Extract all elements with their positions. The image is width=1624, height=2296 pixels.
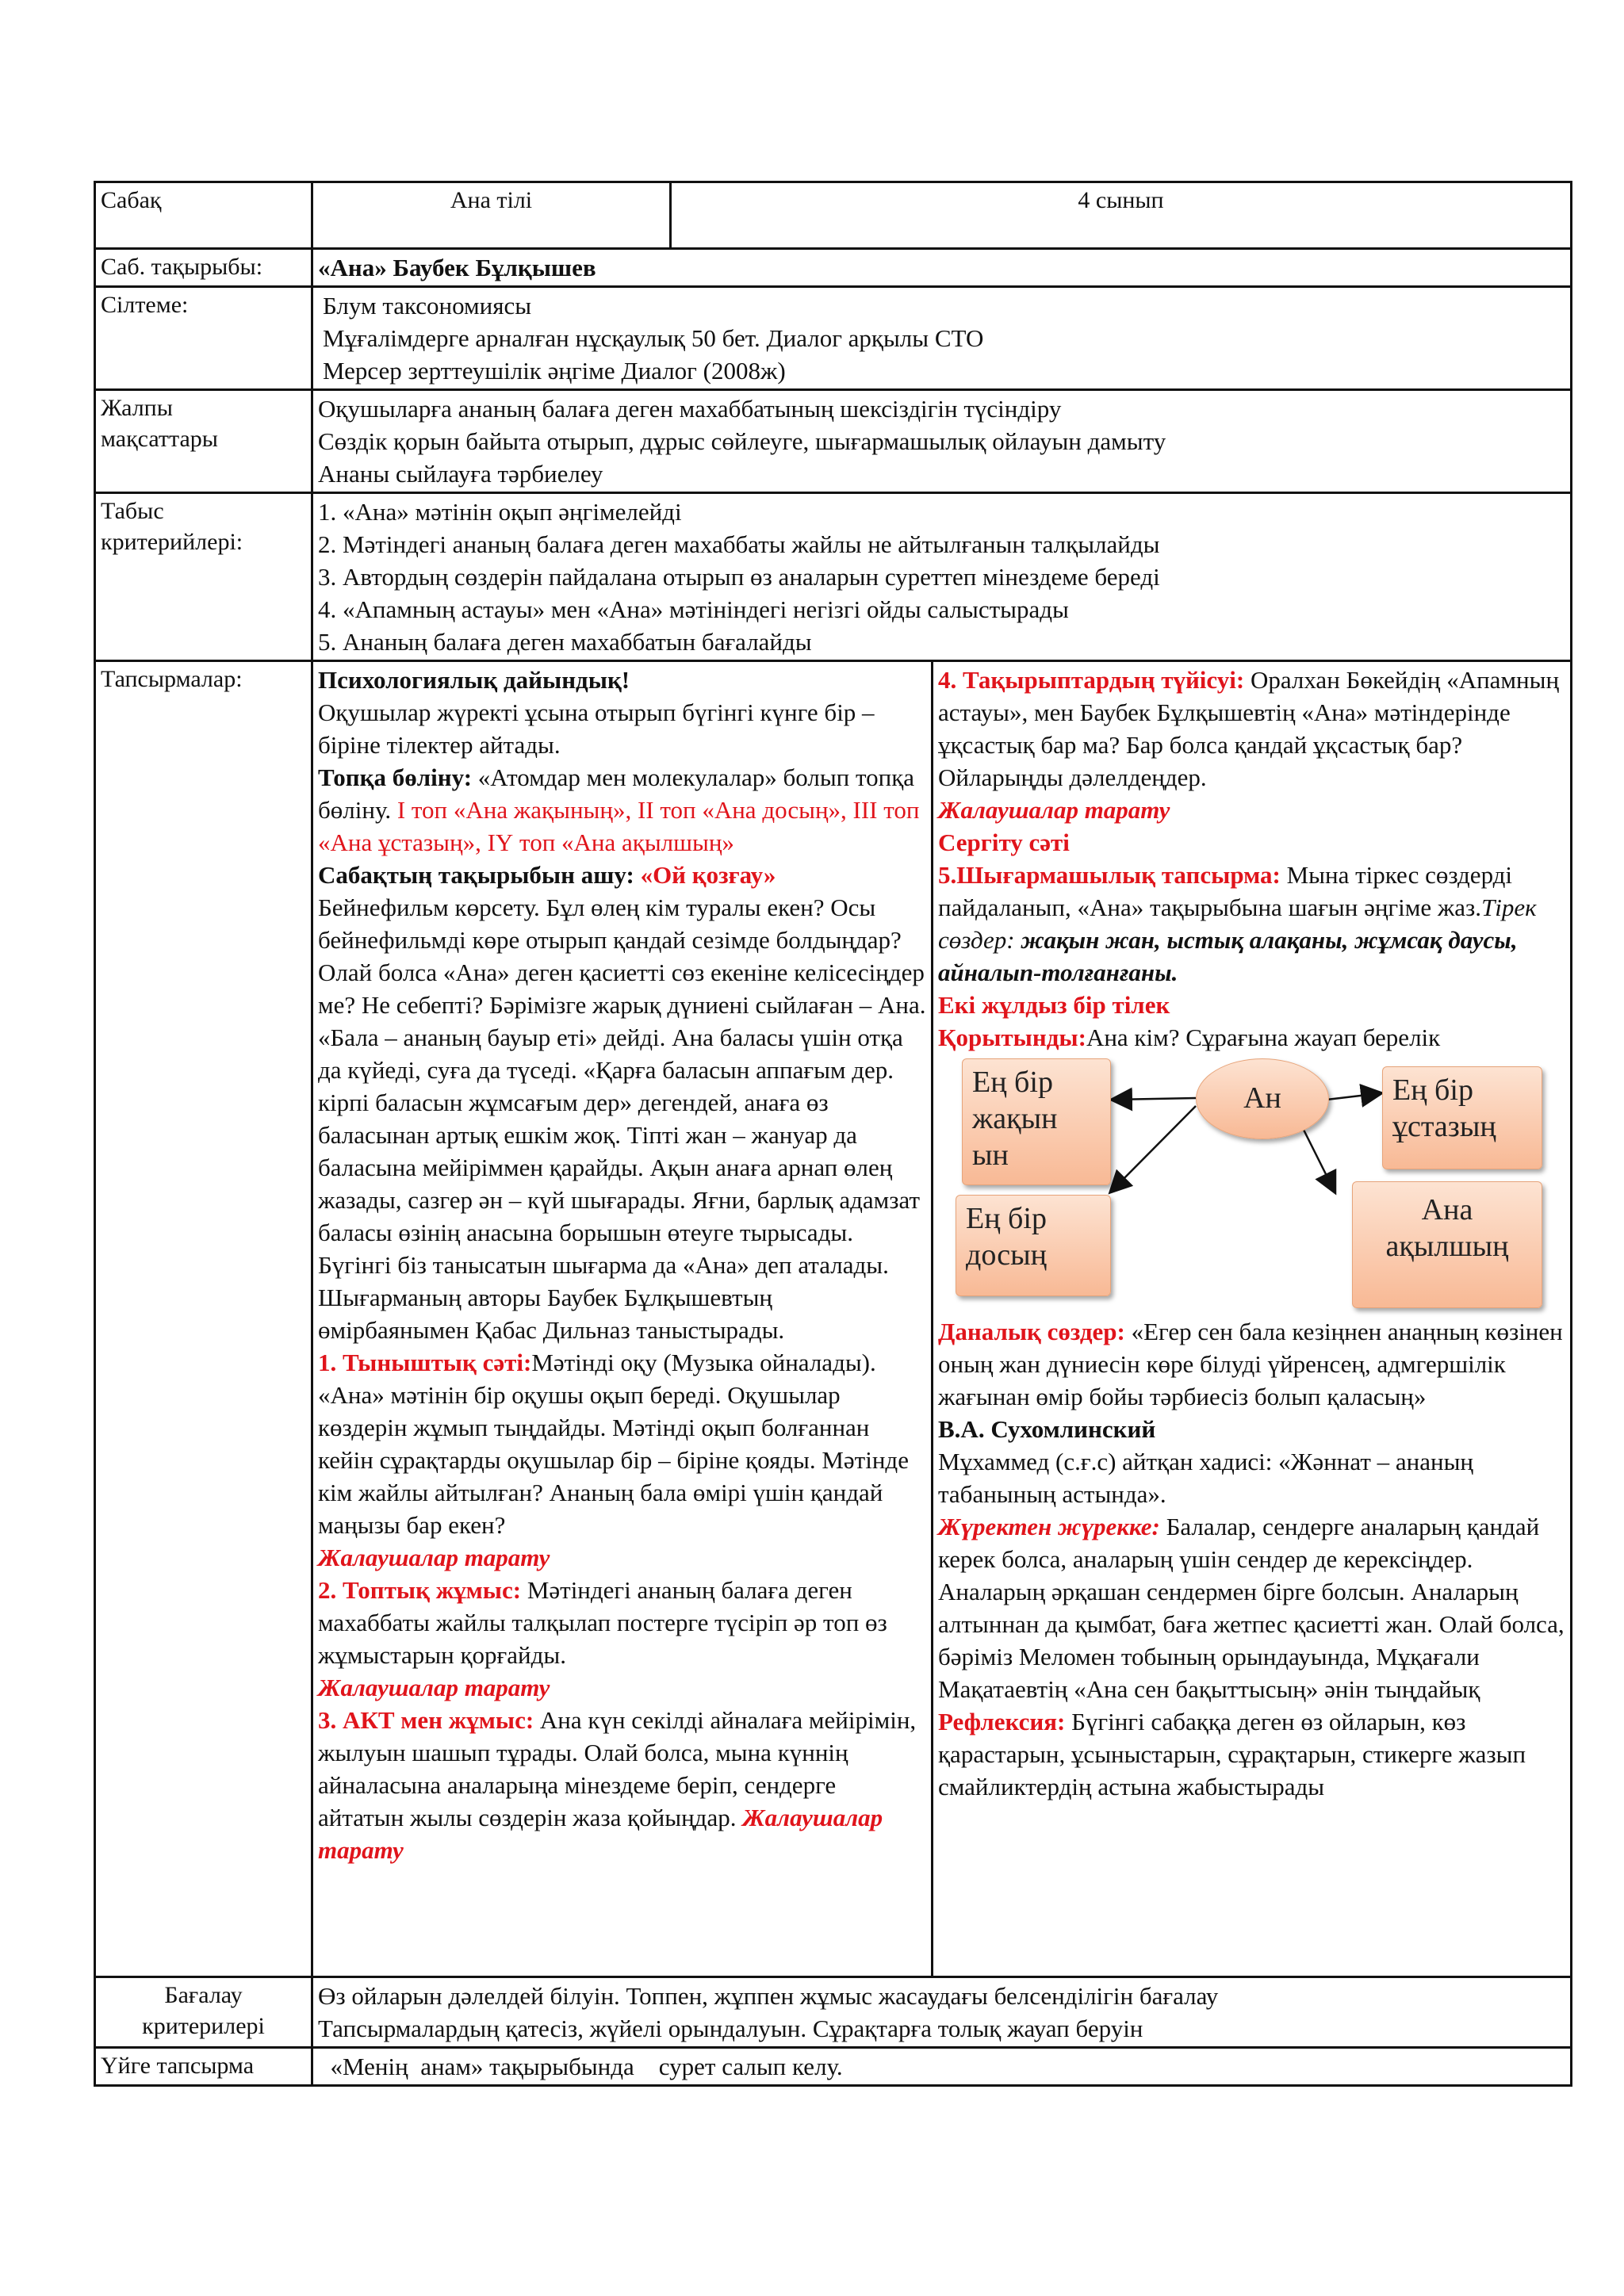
- compare-text: Оралхан Бөкейдің «Апамның астауы», мен Баубек Бұлқышевтің «Ана» мәтіндерінде ұқсастық бар ма? Бар болса қандай ұқсастық бар? Ойларыңды дәлелдеңдер.: [938, 666, 1560, 791]
- criteria-label-1: Табыс: [101, 498, 164, 524]
- criteria-cell: [312, 493, 1572, 661]
- topic-value: «Ана» Баубек Бұлқышев: [312, 249, 1572, 287]
- reflection-title: Рефлексия:: [938, 1708, 1066, 1735]
- mother-diagram: [938, 1058, 1545, 1312]
- reflection-text: Бүгінгі сабаққа деген өз ойларын, көз қарастарын, ұсыныстарын, сұрақтарын, стикерге жазып смайликтердің астына жабыстырады: [938, 1708, 1526, 1800]
- heart-text: Балалар, сендерге аналарың қандай керек болса, аналарың үшін сендер де керексіңдер. Аналарың әрқашан сендермен бірге болсын. Аналарың алтыннан да қымбат, баға жетпес қасиетті жан. Олай болса, бәріміз Меломен тобының орындауында, Мұқағали Мақатаевтің «Ана сен бақыттысың» әнін тыңдайық: [938, 1513, 1565, 1703]
- creative-title: 5.Шығармашылық тапсырма:: [938, 861, 1281, 889]
- group-work-title: 2. Топтық жұмыс:: [318, 1576, 522, 1604]
- heart-title: Жүректен жүрекке:: [938, 1513, 1160, 1540]
- arrow-to-teacher: [1327, 1093, 1381, 1100]
- goals-label-2: мақсаттары: [101, 426, 218, 452]
- subject-cell: Ана тілі: [312, 182, 671, 249]
- assessment-label-2: критерилері: [142, 2013, 265, 2039]
- criteria-line: 4. «Апамның астауы» мен «Ана» мәтініндегі негізгі ойды салыстырады: [318, 595, 1069, 623]
- quiet-text: Мәтінді оқу (Музыка ойналады). «Ана» мәтінін бір оқушы оқып береді. Оқушылар көздерін жұмып тыңдайды. Мәтінді оқып болғаннан кейін сұрақтарды оқушылар бір – біріне қояды. Мәтінде кім жайлы айтылған? Ананың бала өмірі үшін қандай маңызы бар екен?: [318, 1349, 909, 1539]
- tasks-label: Тапсырмалар:: [95, 661, 312, 1977]
- center-oval: Ан: [1196, 1058, 1329, 1139]
- flags-label: Жалаушалар тарату: [318, 1544, 550, 1571]
- group-title: Топқа бөліну:: [318, 763, 473, 791]
- arrow-to-advisor: [1303, 1128, 1335, 1192]
- advisor-box: Ана ақылшың: [1352, 1181, 1542, 1308]
- header-label: Сабақ: [95, 182, 312, 249]
- assessment-line: Тапсырмалардың қатесіз, жүйелі орындалуын. Сұрақтарға толық жауап беруін: [318, 2015, 1143, 2042]
- open-title: Сабақтың тақырыбын ашу:: [318, 861, 641, 889]
- friend-box: Ең бір досың: [956, 1195, 1111, 1296]
- tasks-right-cell: [933, 661, 1572, 1977]
- compare-title: 4. Тақырыптардың түйісуі:: [938, 666, 1245, 694]
- open-text: Бейнефильм көрсету. Бұл өлең кім туралы екен? Осы бейнефильмді көре отырып қандай сезімде болдыңдар? Олай болса «Ана» деген қасиетті сөз екеніне келісесіңдер ме? Не себепті? Бәрімізге жарық дүниені сыйлаған – Ана. «Бала – ананың бауыр еті» дейді. Ана баласы үшін отқа да күйеді, суға да түседі. «Қарға баласын аппағым дер. кірпі баласын жұмсағым дер» дегендей, анаға өз баласынан артық ешкім жоқ. Тіпті жан – жануар да баласына мейіріммен қарайды. Ақын анаға арнап өлең жазады, сазгер ән – күй шығарады. Яғни, барлық адамзат баласы өзінің анасына борышын өтеуге тырысады. Бүгінгі біз танысатын шығарма да «Ана» деп аталады. Шығарманың авторы Баубек Бұлқышевтың өмірбаянымен Қабас Дильназ таныстырады.: [318, 894, 926, 1344]
- psych-text: Оқушылар жүректі ұсына отырып бүгінгі күнге бір – біріне тілектер айтады.: [318, 698, 875, 759]
- group-names: І топ «Ана жақының», ІІ топ «Ана досың», ІІІ топ «Ана ұстазың», ІҮ топ «Ана ақылшың»: [318, 796, 920, 856]
- homework-value: «Менің анам» тақырыбында сурет салып келу.: [312, 2048, 1572, 2086]
- lesson-plan-table: [94, 181, 1572, 2087]
- reference-line: Мерсер зерттеушілік әңгіме Диалог (2008ж): [323, 357, 786, 385]
- criteria-label: [95, 493, 312, 661]
- reference-line: Блум таксономиясы: [323, 292, 532, 320]
- lesson-plan-sheet: [94, 181, 1570, 2087]
- homework-row: [95, 2048, 1572, 2086]
- closest-box: Ең бір жақын ын: [962, 1058, 1111, 1185]
- goals-label: [95, 390, 312, 493]
- flags-label: Жалаушалар тарату: [938, 796, 1170, 824]
- reference-cell: [312, 287, 1572, 390]
- arrow-to-closest: [1113, 1098, 1196, 1100]
- wisdom-author: В.А. Сухомлинский: [938, 1415, 1156, 1443]
- criteria-line: 3. Автордың сөздерін пайдалана отырып өз аналарын суреттеп мінездеме береді: [318, 563, 1160, 591]
- ict-title: 3. АКТ мен жұмыс:: [318, 1706, 534, 1734]
- tasks-row: [95, 661, 1572, 1977]
- goal-line: Сөздік қорын байыта отырып, дұрыс сөйлеуге, шығармашылық ойлауын дамыту: [318, 427, 1166, 455]
- hadith-text: Мұхаммед (с.ғ.с) айтқан хадисі: «Жәннат – ананың табанының астында».: [938, 1448, 1473, 1508]
- assessment-label-1: Бағалау: [164, 1982, 243, 2008]
- header-row: [95, 182, 1572, 249]
- reference-line: Мұғалімдерге арналған нұсқаулық 50 бет. Диалог арқылы СТО: [323, 324, 984, 352]
- grade-cell: 4 сынып: [671, 182, 1572, 249]
- arrow-to-friend: [1111, 1106, 1196, 1192]
- summary-text: Ана кім? Сұрағына жауап берелік: [1086, 1024, 1441, 1051]
- topic-row: [95, 249, 1572, 287]
- assessment-cell: [312, 1977, 1572, 2048]
- criteria-line: 5. Ананың балаға деген махаббатын бағалайды: [318, 628, 812, 656]
- group-work-text: Мәтіндегі ананың балаға деген махаббаты жайлы талқылап постерге түсіріп әр топ өз жұмыстарын қорғайды.: [318, 1576, 887, 1669]
- tasks-left-cell: [312, 661, 933, 1977]
- goal-line: Ананы сыйлауға тәрбиелеу: [318, 460, 603, 488]
- refresh-label: Сергіту сәті: [938, 828, 1070, 856]
- open-method: «Ой қозғау»: [640, 861, 776, 889]
- psych-title: Психологиялық дайындық!: [318, 666, 630, 694]
- summary-title: Қорытынды:: [938, 1024, 1086, 1051]
- group-text: «Атомдар мен молекулалар» болып топқа бөліну.: [318, 763, 915, 824]
- goals-cell: [312, 390, 1572, 493]
- assessment-line: Өз ойларын дәлелдей білуін. Топпен, жұппен жұмыс жасаудағы белсенділігін бағалау: [318, 1982, 1219, 2010]
- flags-label: Жалаушалар тарату: [318, 1674, 550, 1701]
- criteria-line: 1. «Ана» мәтінін оқып әңгімелейді: [318, 498, 682, 526]
- ict-text: Ана күн секілді айналаға мейірімін, жылуын шашып тұрады. Олай болса, мына күннің айналасына аналарыңа мінездеме беріп, сендерге айтатын жылы сөздерін жаза қойыңдар.: [318, 1706, 917, 1831]
- support-words: жақын жан, ыстық алақаны, жұмсақ даусы, айналып-толғанғаны.: [938, 926, 1518, 986]
- assessment-label: [95, 1977, 312, 2048]
- reference-row: [95, 287, 1572, 390]
- goals-row: [95, 390, 1572, 493]
- criteria-row: [95, 493, 1572, 661]
- support-label: Тірек сөздер:: [938, 894, 1537, 954]
- homework-label: Үйге тапсырма: [95, 2048, 312, 2086]
- creative-text: Мына тіркес сөздерді пайдаланып, «Ана» тақырыбына шағын әңгіме жаз.: [938, 861, 1513, 921]
- quiet-title: 1. Тыныштық сәті:: [318, 1349, 532, 1376]
- teacher-box: Ең бір ұстазың: [1382, 1066, 1542, 1169]
- topic-label: Саб. тақырыбы:: [95, 249, 312, 287]
- criteria-line: 2. Мәтіндегі ананың балаға деген махаббаты жайлы не айтылғанын талқылайды: [318, 530, 1160, 558]
- wisdom-text: «Егер сен бала кезіңнен анаңның көзінен оның жан дүниесін көре білуді үйренсең, адмгершілік жағынан өмір бойы тәрбиесіз болып қаласың»: [938, 1318, 1563, 1410]
- wisdom-title: Даналық сөздер:: [938, 1318, 1132, 1345]
- stars-label: Екі жұлдыз бір тілек: [938, 991, 1170, 1019]
- criteria-label-2: критерийлері:: [101, 529, 243, 555]
- reference-label: Сілтеме:: [95, 287, 312, 390]
- flags-label: Жалаушалар тарату: [318, 1804, 883, 1864]
- goals-label-1: Жалпы: [101, 395, 173, 421]
- goal-line: Оқушыларға ананың балаға деген махаббатының шексіздігін түсіндіру: [318, 395, 1062, 423]
- assessment-row: [95, 1977, 1572, 2048]
